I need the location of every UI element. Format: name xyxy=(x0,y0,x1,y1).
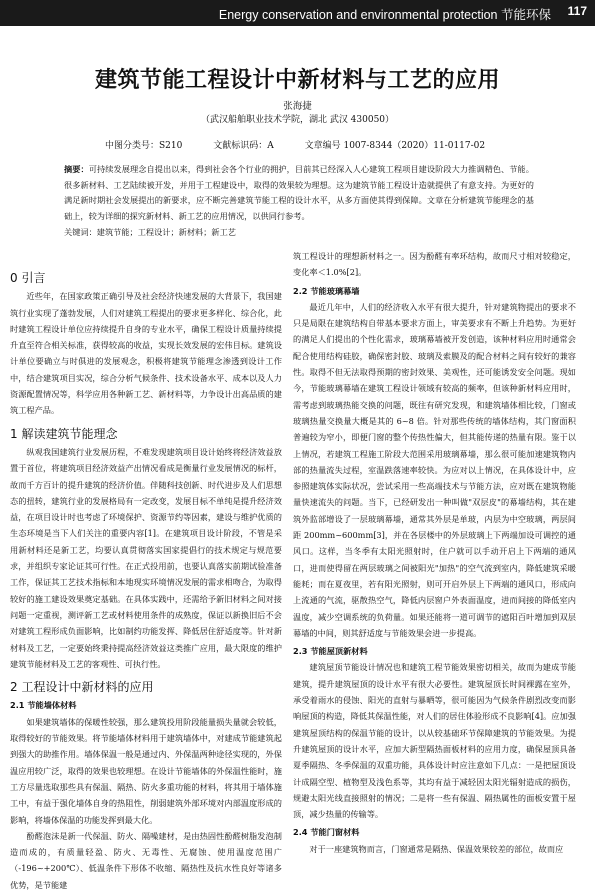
subsection-heading: 2.4 节能门窗材料 xyxy=(293,827,360,838)
abstract xyxy=(64,162,534,224)
running-header xyxy=(0,0,595,26)
paragraph: 近些年，在国家政策正确引导及社会经济快速发展的大背景下，我国建筑行业实现了蓬勃发展，人们对建筑工程提出的要求更多样化、综合化，此时建筑工程设计单位应持续提升自身的专业水平，确保工程设计质量持续提升直至符合相关标准，获得较高的收益，实现长效发展的宏伟目标。建筑设计单位要确立与时俱进的发展观念，积极将建筑节能理念渗透到设计工作中，结合建筑项目实况，综合分析气候条件、技术设备水平、成本以及人力资源配置情况等，科学应用各种新工艺、新材料等，力争设计出高品质的建筑工程产品。 xyxy=(10,291,282,416)
abstract-label: 摘要： xyxy=(64,164,89,174)
keywords xyxy=(64,227,534,238)
paragraph: 最近几年中，人们的经济收入水平有很大提升，针对建筑物提出的要求不只是局限在建筑结构自带基本要求方面上，审美要求有不断上升趋势。为更好的满足人们提出的个性化需求，玻璃幕墙被开发创造，该种材料应用时通常会配合使用结构硅胶，确保密封胶、玻璃及索膜及的配合材料之间有较好的兼容性。取得不但无法取得预期的密封效果、美观性，还可能诱发安全问题。现如今，节能玻璃幕墙在建筑工程设计领域有较高的频率，但该种新材料应用时，需考虑到玻璃热能交换的问题，既往有研究发现，和建筑墙体相比较，门窗或玻璃热量交换量大概是其的 6~8 倍。针对那些传统的墙体结构，其门窗面积普遍较为窄小，即便门窗的整个传热性偏大，但其能传递的热量有限。鉴于以上情况，若建筑工程施工阶段大范围采用玻璃幕墙，那么很可能加速建筑物内部的热量流失过程，室温跌落速率较快。为应对以上情况，在具体设计中，应参照建筑体实际状况，尝试采用一些高端技术与节能方法，应对既在建筑物能量快速流失的问题。当下，已经研发出一种叫做"双层皮"的幕墙结构，其在建筑外监部增设了一层玻璃幕墙，通常其外层是单玻，内层为中空玻璃，两层间距 200mm~600mm[3]，并在各层楼中的外层玻璃上下两端加设可调控的通风口。这样，当冬季有太阳光照射时，住户就可以手动开启上下两端的通风口，进而使得留在两层玻璃之间被阳光"加热"的空气流到室内，降低建筑采暖能耗；而在夏夜里，若有阳光照射，则可开启外层上下两端的通风口，形成向上流通的气流，驱散热空气，降低内层窗户外表面温度，进而间接的降低室内温度，减少空调系统的负荷量。如果还能将一道可调节的遮阳百叶增加到双层幕墙的中间，则其舒适度与节能效果会进一步提高。 xyxy=(293,301,576,638)
subsection-heading: 2.2 节能玻璃幕墙 xyxy=(293,285,360,296)
paragraph: 酚醛泡沫是新一代保温、防火、隔噪建材，是由热固性酚醛树脂发泡制造而成的，有质量轻盈、防火、无毒性、无腐蚀、使用温度范围广（-196~+200℃）、低温条件下形体不收缩、隔热性及抗水性良好等诸多优势，是节能建 xyxy=(10,830,282,890)
author: 张海捷 xyxy=(283,101,312,112)
section-heading: 2 工程设计中新材料的应用 xyxy=(10,680,154,695)
article-number: 文章编号 1007-8344（2020）11-0117-02 xyxy=(304,141,486,151)
abstract-text: 可持续发展理念自提出以来，得到社会各个行业的拥护，目前其已经深入人心建筑工程项目建设阶段大力推调精色、节能。很多新材料、工艺陆续被开发，并用于工程建设中，取得的效果较为理想。这为建筑节能工程设计造就提供了有意支持。为更好的满足新时期社会发展提出的新要求，应不断完善建筑节能工程的设计水平，从多方面使其得到保障。文章在分析建筑节能理念的基础上，较为详细的探究新材料、新工艺的应用情况，以供同行参考。 xyxy=(64,164,534,221)
paragraph: 纵观我国建筑行业发展历程，不难发现建筑项目设计始终将经济效益放置于首位，将建筑项目经济效益产出情况看成是衡量行业发展情况的标杆，故而千方百计的提升建筑的经济价值。伴随科技创新、时代进步及人们思想态的扭转，建筑行业的发展格局有一定改变，发展目标不单纯是提升经济效益，在项目设计时也考虑了环境保护、资源节约等因素，建设与维护优质的生态环境是当下人们关注的重要内容[1]。在建筑项目设计阶段，不管是采用新材料还是新工艺，均要认真贯彻落实国家提倡行的技术规定与规范要求，并组织专家论证其可行性。在正式投用前，也要认真落实前期试验准备工作，保证其工艺技术指标和本地现实环境情况发展的需求相吻合，为取得较好的施工建设效果奠定基础。在具体实践中，还需给予新旧材料之间对接问题一定重视，测评新工艺或材料使用条件的成熟度，保证以新换旧后不会对建筑工程形成负面影响，比如制约功能发挥、降低居住舒适度等。针对新材料及工艺，一定要始终秉持提高经济效益这类推广应用，最大限度的维护建筑节能材料及工艺的客观性、可执行性。 xyxy=(10,446,282,669)
paragraph: 如果建筑墙体的保暖性较强，那么建筑投用阶段能量损失量就会较低，取得较好的节能效果。将节能墙体材料用于建筑墙体中，对建成节能建筑起到强大的助推作用。墙体保温一般是通过内、外保温两种途径实现的，外保温应用较广泛，取得的效果也较理想。在设计节能墙体的外保温性能时，施工方尽量选取那些具有保温、隔热、防火多重功能的材料，将其用于墙体施工中，有益于强化墙体自身的热阻性，削弱建筑外部环境对内部温度形成的影响，将墙体保温的功能发挥到最大化。 xyxy=(10,716,282,825)
section-heading: 1 解读建筑节能理念 xyxy=(10,426,118,441)
document-code: 文献标识码：A xyxy=(213,141,274,151)
article-title: 建筑节能工程设计中新材料与工艺的应用 xyxy=(94,68,500,93)
running-title: Energy conservation and environmental protection 节能环保 xyxy=(218,8,551,22)
subsection-heading: 2.1 节能墙体材料 xyxy=(10,700,77,711)
paragraph: 筑工程设计的理想新材料之一。因为酚醛有率环结构，故而尺寸相对较稳定，变化率＜1.0%[2]。 xyxy=(293,251,576,278)
right-column xyxy=(293,248,576,857)
clc-number: 中图分类号：S210 xyxy=(105,141,183,151)
classification-line xyxy=(105,138,513,151)
section-heading: 0 引言 xyxy=(10,271,46,285)
page-number: 117 xyxy=(567,4,587,18)
affiliation: （武汉船舶职业技术学院，湖北 武汉 430050） xyxy=(200,115,395,125)
subsection-heading: 2.3 节能屋顶新材料 xyxy=(293,646,368,657)
keywords-text: 建筑节能；工程设计；新材料；新工艺 xyxy=(96,227,236,237)
paragraph: 建筑屋顶节能设计情况也和建筑工程节能效果密切相关，故而为建成节能建筑，提升建筑屋顶的设计水平有很大必要性。建筑屋顶长时间裸露在室外，承受着雨水的侵蚀、阳光的直射与暴晒等，很可能因为气候条件剧烈改变而影响屋顶的构造，降低其保温性能，对人们的居住体验形成不良影响[4]。应加强建筑屋顶结构的保温节能的设计，以从较基础环节保障建筑的节能效果。为提升建筑屋顶的设计水平，应加大新型隔热面板材料的应用力度，确保屋顶具备夏季隔热、冬季保温的双重功能，具体设计时应注意如下几点：一是把屋顶设计成隔空型、植物型及浅色系等，其均有益于减轻因太阳光辐射造成的损伤，规避太阳光线直接照射的情况；二是将一些有保温、隔热属性的面板安置于屋顶，减少热量的传输等。 xyxy=(293,662,576,820)
left-column xyxy=(10,263,282,893)
paragraph: 对于一座建筑物而言，门窗通常是隔热、保温效果较差的部位，故而应 xyxy=(309,843,564,854)
keywords-label: 关键词： xyxy=(64,227,97,237)
